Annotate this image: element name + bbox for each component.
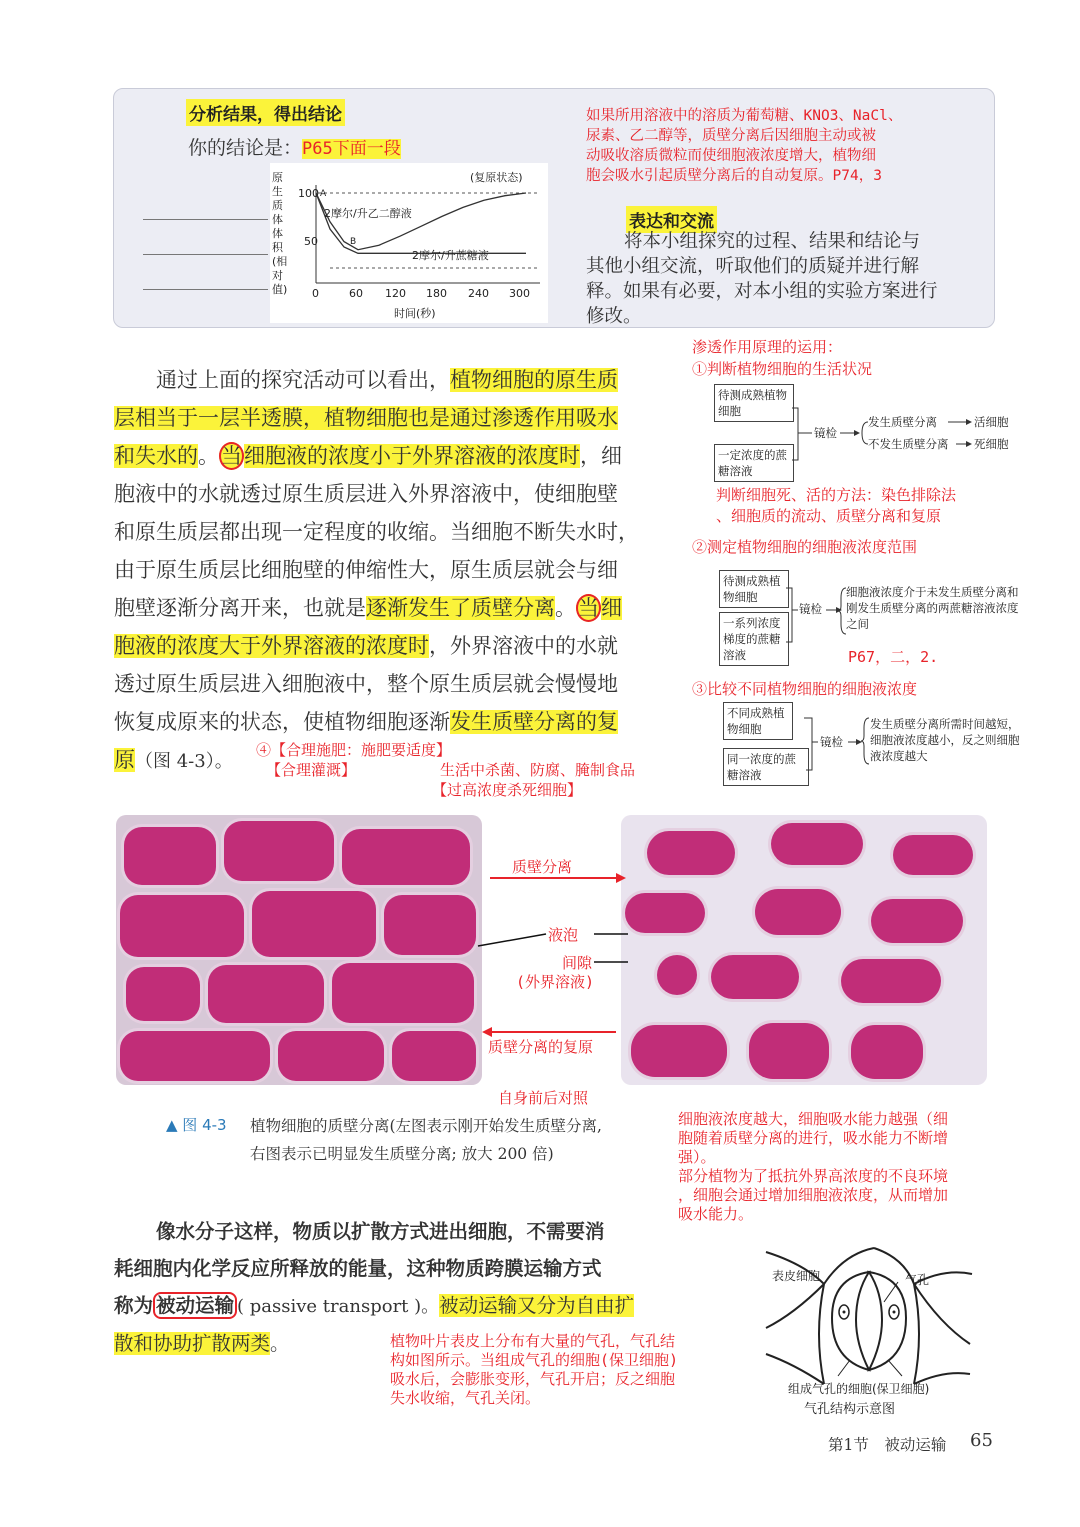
figure-arrows bbox=[470, 850, 630, 1050]
flow2-box-b: 一系列浓度梯度的蔗糖溶液 bbox=[719, 612, 789, 666]
text-run: 通过上面的探究活动可以看出， bbox=[156, 368, 450, 392]
recovery-label: (复原状态) bbox=[470, 171, 523, 184]
outer-solution-label: (外界溶液) bbox=[516, 973, 595, 991]
figure-caption-id: ▲ 图 4-3 bbox=[166, 1116, 227, 1134]
flow1-box-a: 待测成熟植物细胞 bbox=[714, 384, 794, 422]
water-absorption-note bbox=[678, 1110, 948, 1224]
plasmolyzed-cell bbox=[749, 1023, 829, 1079]
judge-line: 、细胞质的流动、质壁分离和复原 bbox=[716, 507, 942, 525]
circled-char: 当 bbox=[221, 444, 242, 468]
flow1-arrow-label: 镜检 bbox=[814, 426, 837, 440]
stomata-note bbox=[390, 1332, 678, 1408]
x-tick-0: 0 bbox=[312, 287, 319, 300]
para-line: 由于原生质层比细胞壁的伸缩性大，原生质层就会与细 bbox=[114, 558, 618, 582]
blank-line bbox=[143, 219, 268, 220]
note-line: 吸水能力。 bbox=[678, 1205, 754, 1223]
x-tick-60: 60 bbox=[349, 287, 363, 300]
point-b-label: B bbox=[350, 237, 357, 247]
plasmolyzed-cell bbox=[625, 893, 705, 933]
flow3-box-a: 不同成熟植物细胞 bbox=[723, 702, 793, 740]
para-line: 和原生质层都出现一定程度的收缩。当细胞不断失水时， bbox=[114, 520, 639, 544]
express-line: 将本小组探究的过程、结果和结论与 bbox=[624, 231, 921, 252]
p67-note: P67，二，2. bbox=[848, 648, 939, 666]
plasmolyzed-cell bbox=[851, 1025, 923, 1079]
plasmolysis-arrow-label: 质壁分离 bbox=[512, 858, 573, 876]
apply-heading bbox=[692, 336, 872, 380]
text-run: 胞壁逐渐分离开来，也就是 bbox=[114, 596, 366, 620]
blank-line bbox=[143, 254, 268, 255]
circled-term: 被动运输 bbox=[153, 1292, 237, 1319]
top-red-note bbox=[586, 106, 902, 186]
plant-cell bbox=[208, 965, 324, 1023]
plasmolyzed-cell bbox=[631, 1025, 727, 1077]
para-line: 透过原生质层进入细胞液中，整个原生质层就会慢慢地 bbox=[114, 672, 618, 696]
plasmolyzed-cell bbox=[647, 831, 735, 875]
caption-line: 右图表示已明显发生质壁分离; 放大 200 倍) bbox=[250, 1145, 554, 1163]
para-line bbox=[114, 589, 674, 627]
x-axis-label: 时间(秒) bbox=[394, 307, 436, 320]
y-tick-100: 100 bbox=[298, 187, 319, 200]
guard-cell-label: 组成气孔的细胞(保卫细胞) bbox=[788, 1382, 930, 1396]
plasmolyzed-cell bbox=[871, 899, 963, 943]
main-paragraph bbox=[114, 361, 674, 781]
plant-cell bbox=[224, 821, 334, 881]
highlight-run: 细胞液的浓度小于外界溶液的浓度时 bbox=[244, 444, 580, 468]
plasmolyzed-cell bbox=[893, 835, 973, 875]
stomata-diagram bbox=[764, 1244, 974, 1390]
flow3-out: 发生质壁分离所需时间越短，细胞液浓度越小，反之则细胞液浓度越大 bbox=[870, 717, 1020, 763]
para-line: 耗细胞内化学反应所释放的能量，这种物质跨膜运输方式 bbox=[114, 1257, 602, 1280]
flow1-out2: 不发生质壁分离 bbox=[868, 437, 949, 451]
text-run: ，细 bbox=[580, 444, 622, 468]
note-line: 吸水后，会膨胀变形，气孔开启；反之细胞 bbox=[390, 1370, 676, 1388]
note-line: 细胞液浓度越大，细胞吸水能力越强（细 bbox=[678, 1110, 949, 1128]
blank-line bbox=[143, 289, 268, 290]
highlight-run: 细 bbox=[601, 596, 622, 620]
flow3-box-b: 同一浓度的蔗糖溶液 bbox=[723, 748, 809, 786]
express-paragraph bbox=[586, 229, 938, 329]
apply-item-3: ③比较不同植物细胞的细胞液浓度 bbox=[692, 680, 918, 698]
para-line bbox=[114, 627, 674, 665]
flow1-out1: 发生质壁分离 bbox=[868, 415, 937, 429]
point-a-label: A bbox=[320, 189, 327, 199]
text-run: 。 bbox=[198, 444, 219, 468]
stomata-pore-label: 气孔 bbox=[905, 1273, 930, 1287]
plant-cell bbox=[124, 827, 216, 885]
section-title-analysis: 分析结果，得出结论 bbox=[186, 99, 345, 126]
section-title-express: 表达和交流 bbox=[626, 206, 717, 233]
plant-cell bbox=[126, 967, 200, 1021]
recovery-arrow-label: 质壁分离的复原 bbox=[488, 1038, 594, 1056]
caption-line: 植物细胞的质壁分离(左图表示刚开始发生质壁分离, bbox=[250, 1117, 602, 1135]
top-red-note-line: 如果所用溶液中的溶质为葡萄糖、KNO3、NaCl、 bbox=[586, 108, 903, 124]
para-line: 像水分子这样，物质以扩散方式进出细胞，不需要消 bbox=[156, 1220, 605, 1243]
ethylene-glycol-series bbox=[316, 193, 526, 250]
text-run: ，外界溶液中的水就 bbox=[429, 634, 618, 658]
flow2-connectors bbox=[784, 580, 844, 660]
x-tick-300: 300 bbox=[509, 287, 530, 300]
flow1-box-b: 一定浓度的蔗糖溶液 bbox=[714, 444, 794, 482]
x-tick-240: 240 bbox=[468, 287, 489, 300]
highlight-run: 发生质壁分离的复 bbox=[450, 710, 618, 734]
x-tick-120: 120 bbox=[385, 287, 406, 300]
apply-note-high-conc: 【过高浓度杀死细胞】 bbox=[432, 781, 583, 799]
highlight-run: 逐渐发生了质壁分离 bbox=[366, 596, 555, 620]
flow2-box-a: 待测成熟植物细胞 bbox=[719, 570, 789, 608]
plasmolyzed-cell bbox=[841, 959, 941, 1003]
conclusion-line bbox=[188, 133, 401, 160]
text-run: 。 bbox=[555, 596, 576, 620]
plant-cell bbox=[392, 1031, 476, 1081]
apply-item-2: ②测定植物细胞的细胞液浓度范围 bbox=[692, 538, 918, 556]
plasmolyzed-cell bbox=[755, 889, 841, 935]
plant-cell bbox=[332, 963, 474, 1023]
plant-cell bbox=[120, 1031, 270, 1081]
highlight-run: 散和协助扩散两类 bbox=[114, 1332, 271, 1355]
plant-cell bbox=[342, 829, 470, 885]
plant-cell bbox=[384, 895, 476, 955]
flow2-out: 细胞液浓度介于未发生质壁分离和刚发生质壁分离的两蔗糖溶液浓度之间 bbox=[846, 585, 1019, 631]
express-line: 修改。 bbox=[586, 306, 642, 327]
highlight-run: 胞液的浓度大于外界溶液的浓度时 bbox=[114, 634, 429, 658]
footer-section-title: 第1节 被动运输 bbox=[828, 1436, 947, 1454]
note-line: 失水收缩，气孔关闭。 bbox=[390, 1389, 541, 1407]
top-red-note-line: 动吸收溶质微粒而使细胞液浓度增大，植物细 bbox=[586, 148, 876, 164]
highlight-run: 层相当于一层半透膜，植物细胞也是通过渗透作用吸水 bbox=[114, 406, 618, 430]
apply-note-sterilize: 生活中杀菌、防腐、腌制食品 bbox=[440, 761, 636, 779]
self-control-note: 自身前后对照 bbox=[498, 1089, 589, 1107]
express-line: 其他小组交流，听取他们的质疑并进行解 bbox=[586, 256, 920, 277]
sucrose-label: 2摩尔/升蔗糖液 bbox=[412, 249, 489, 262]
note-line: ，细胞会通过增加细胞液浓度，从而增加 bbox=[678, 1186, 949, 1204]
apply-note-irrigate: 【合理灌溉】 bbox=[266, 761, 357, 779]
para-line bbox=[114, 437, 674, 475]
circled-char: 当 bbox=[578, 596, 599, 620]
judge-line: 判断细胞死、活的方法：染色排除法 bbox=[716, 486, 957, 504]
gap-label: 间隙 bbox=[562, 954, 593, 972]
plant-cell bbox=[252, 891, 376, 957]
note-line: 部分植物为了抵抗外界高浓度的不良环境 bbox=[678, 1167, 949, 1185]
flow3-arrow-label: 镜检 bbox=[820, 735, 843, 749]
note-line: 植物叶片表皮上分布有大量的气孔，气孔结 bbox=[390, 1332, 676, 1350]
highlight-run: 植物细胞的原生质 bbox=[450, 368, 618, 392]
top-red-note-line: 尿素、乙二醇等，质壁分离后因细胞主动或被 bbox=[586, 128, 876, 144]
highlight-run: 原 bbox=[114, 748, 135, 772]
para-line bbox=[114, 1287, 684, 1325]
highlight-run: 被动运输又分为自由扩 bbox=[439, 1294, 635, 1317]
text-run: 恢复成原来的状态，使植物细胞逐渐 bbox=[114, 710, 450, 734]
y-axis-label: 原生质体体积(相对值) bbox=[272, 171, 288, 296]
plasmolyzed-cell bbox=[657, 955, 697, 995]
conclusion-prefix: 你的结论是： bbox=[188, 137, 303, 159]
stomata-caption: 气孔结构示意图 bbox=[804, 1402, 896, 1417]
express-line: 释。如果有必要，对本小组的实验方案进行 bbox=[586, 281, 938, 302]
epidermis-label: 表皮细胞 bbox=[772, 1269, 821, 1283]
conclusion-note: P65下面一段 bbox=[302, 139, 401, 159]
plasmolyzed-cell bbox=[771, 823, 863, 865]
vacuole-label: 液泡 bbox=[548, 926, 579, 944]
text-run: （图 4-3）。 bbox=[135, 751, 233, 772]
note-line: 构如图所示。当组成气孔的细胞(保卫细胞) bbox=[390, 1351, 679, 1369]
y-tick-50: 50 bbox=[304, 235, 318, 248]
figure-caption bbox=[250, 1112, 602, 1168]
note-line: 胞随着质壁分离的进行，吸水能力不断增 bbox=[678, 1129, 949, 1147]
plant-cell bbox=[278, 1031, 384, 1081]
plant-cell bbox=[120, 895, 244, 957]
right-micrograph bbox=[621, 815, 987, 1085]
x-tick-180: 180 bbox=[426, 287, 447, 300]
page-number: 65 bbox=[970, 1430, 993, 1451]
judge-method-note bbox=[692, 485, 956, 558]
highlight-run: 和失水的 bbox=[114, 444, 198, 468]
note-line: 强）。 bbox=[678, 1148, 716, 1166]
english-term: ( passive transport )。 bbox=[237, 1296, 440, 1317]
apply-note-fertilize: ④【合理施肥：施肥要适度】 bbox=[256, 741, 452, 759]
plasmolyzed-cell bbox=[711, 955, 799, 999]
text-run: 。 bbox=[270, 1332, 290, 1355]
top-red-note-line: 胞会吸水引起质壁分离后的自动复原。P74，3 bbox=[586, 168, 882, 184]
apply-heading-text: 渗透作用原理的运用： bbox=[692, 338, 843, 356]
left-micrograph bbox=[116, 815, 482, 1085]
ethylene-glycol-label: 2摩尔/升乙二醇液 bbox=[324, 207, 412, 220]
para-line bbox=[114, 361, 674, 399]
flow2-arrow-label: 镜检 bbox=[799, 602, 822, 616]
para-line: 胞液中的水就透过原生质层进入外界溶液中，使细胞壁 bbox=[114, 482, 618, 506]
volume-graph bbox=[270, 163, 548, 323]
text-run: 称为 bbox=[114, 1294, 154, 1317]
para-line bbox=[114, 399, 674, 437]
flow1-res2: 死细胞 bbox=[974, 437, 1009, 451]
apply-item-1: ①判断植物细胞的生活状况 bbox=[692, 360, 873, 378]
flow1-res1: 活细胞 bbox=[974, 415, 1009, 429]
para-line bbox=[114, 703, 674, 741]
